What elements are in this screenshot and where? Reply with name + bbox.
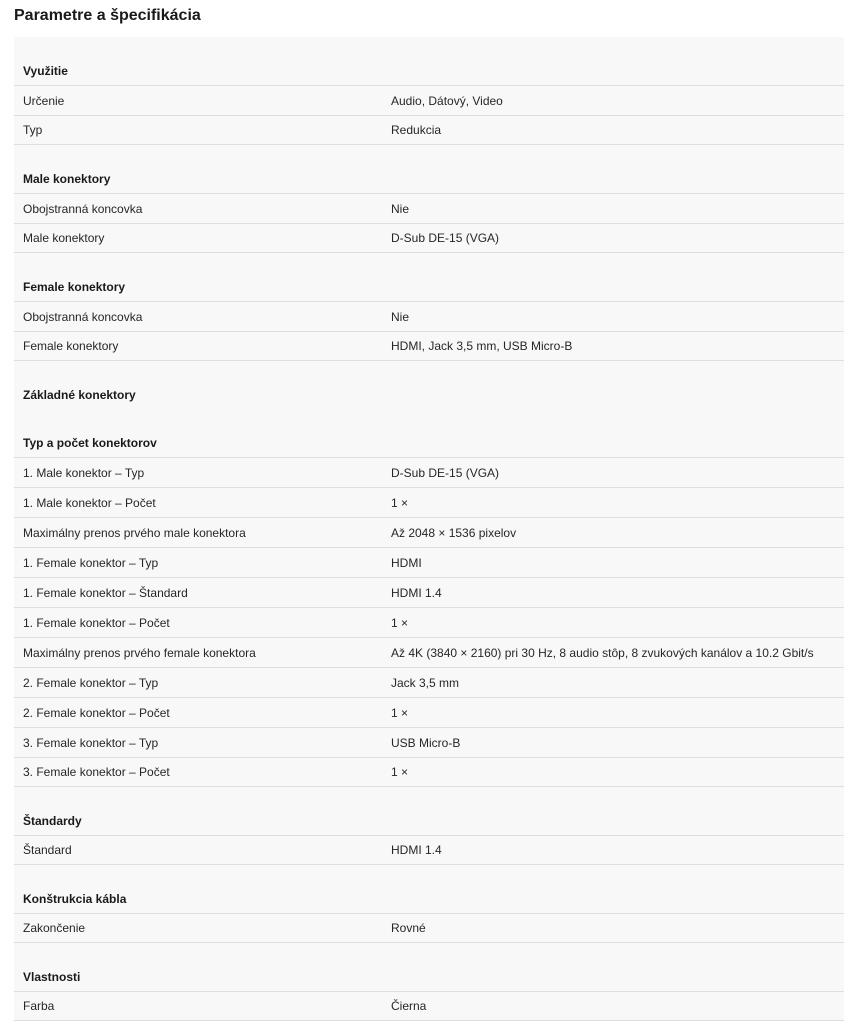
- spec-row: [14, 835, 844, 865]
- spec-value: 1 ×: [391, 705, 409, 720]
- spec-value: 1 ×: [391, 765, 409, 779]
- spec-row: [14, 637, 844, 667]
- spec-value: HDMI, Jack 3,5 mm, USB Micro-B: [391, 339, 573, 353]
- spec-row: [14, 331, 844, 361]
- spec-value: 1 ×: [391, 615, 409, 630]
- section-spacer: [14, 409, 844, 428]
- spec-label: 3. Female konektor – Počet: [23, 765, 170, 779]
- spec-label: Maximálny prenos prvého male konektora: [23, 525, 246, 540]
- spec-value: Nie: [391, 201, 410, 216]
- section-spacer: [14, 361, 844, 380]
- spec-row: [14, 913, 844, 943]
- spec-value: HDMI 1.4: [391, 585, 442, 600]
- spec-label: 1. Male konektor – Počet: [23, 495, 156, 510]
- spec-row: [14, 223, 844, 253]
- section-heading-standardy: Štandardy: [23, 813, 82, 828]
- spec-row: [14, 727, 844, 757]
- spec-label: 1. Male konektor – Typ: [23, 465, 145, 480]
- section-spacer: [14, 37, 844, 56]
- spec-value: Rovné: [391, 921, 426, 935]
- spec-label: Určenie: [23, 93, 65, 108]
- spec-value: HDMI 1.4: [391, 843, 442, 857]
- spec-value: HDMI: [391, 555, 422, 570]
- spec-value: Čierna: [391, 999, 427, 1013]
- section-heading-vlastnosti: Vlastnosti: [23, 969, 81, 984]
- spec-label: Typ: [23, 123, 43, 137]
- section-heading-female: Female konektory: [23, 279, 126, 294]
- spec-row: [14, 697, 844, 727]
- subsection-heading-typ-pocet: Typ a počet konektorov: [23, 435, 157, 450]
- spec-row: [14, 487, 844, 517]
- spec-value: Nie: [391, 309, 410, 324]
- spec-label: Farba: [23, 999, 55, 1013]
- section-heading-zakladne: Základné konektory: [23, 387, 136, 402]
- section-spacer: [14, 865, 844, 884]
- spec-value: Jack 3,5 mm: [391, 675, 460, 690]
- spec-row: [14, 193, 844, 223]
- page-title: Parametre a špecifikácia: [14, 7, 201, 24]
- spec-label: 2. Female konektor – Počet: [23, 705, 170, 720]
- spec-row: [14, 667, 844, 697]
- spec-value: 1 ×: [391, 495, 409, 510]
- spec-row: [14, 517, 844, 547]
- spec-value: D-Sub DE-15 (VGA): [391, 465, 500, 480]
- spec-row: [14, 301, 844, 331]
- spec-label: Zakončenie: [23, 921, 86, 935]
- spec-label: Obojstranná koncovka: [23, 201, 143, 216]
- spec-row: [14, 547, 844, 577]
- section-heading-konstrukcia: Konštrukcia kábla: [23, 891, 127, 906]
- spec-label: Female konektory: [23, 339, 119, 353]
- spec-label: Maximálny prenos prvého female konektora: [23, 645, 256, 660]
- spec-label: 3. Female konektor – Typ: [23, 735, 159, 750]
- section-spacer: [14, 787, 844, 806]
- spec-value: D-Sub DE-15 (VGA): [391, 231, 500, 245]
- section-spacer: [14, 145, 844, 164]
- spec-label: 1. Female konektor – Počet: [23, 615, 170, 630]
- spec-row: [14, 757, 844, 787]
- spec-row: [14, 85, 844, 115]
- spec-value: USB Micro-B: [391, 735, 461, 750]
- spec-value: Audio, Dátový, Video: [391, 93, 503, 108]
- section-heading-vyuzitie: Využitie: [23, 63, 68, 78]
- spec-row: [14, 607, 844, 637]
- section-heading-male: Male konektory: [23, 171, 111, 186]
- spec-value: Až 2048 × 1536 pixelov: [391, 525, 517, 540]
- section-spacer: [14, 253, 844, 272]
- spec-label: 2. Female konektor – Typ: [23, 675, 159, 690]
- spec-label: 1. Female konektor – Typ: [23, 555, 159, 570]
- spec-row: [14, 115, 844, 145]
- spec-row: [14, 991, 844, 1021]
- spec-value: Až 4K (3840 × 2160) pri 30 Hz, 8 audio stôp, 8 zvukových kanálov a 10.2 Gbit/s: [391, 645, 814, 660]
- spec-value: Redukcia: [391, 123, 442, 137]
- spec-label: 1. Female konektor – Štandard: [23, 585, 188, 600]
- section-spacer: [14, 943, 844, 962]
- spec-label: Male konektory: [23, 231, 105, 245]
- spec-row: [14, 577, 844, 607]
- spec-label: Štandard: [23, 843, 72, 857]
- spec-label: Obojstranná koncovka: [23, 309, 143, 324]
- spec-row: [14, 457, 844, 487]
- spec-table: [14, 37, 844, 1021]
